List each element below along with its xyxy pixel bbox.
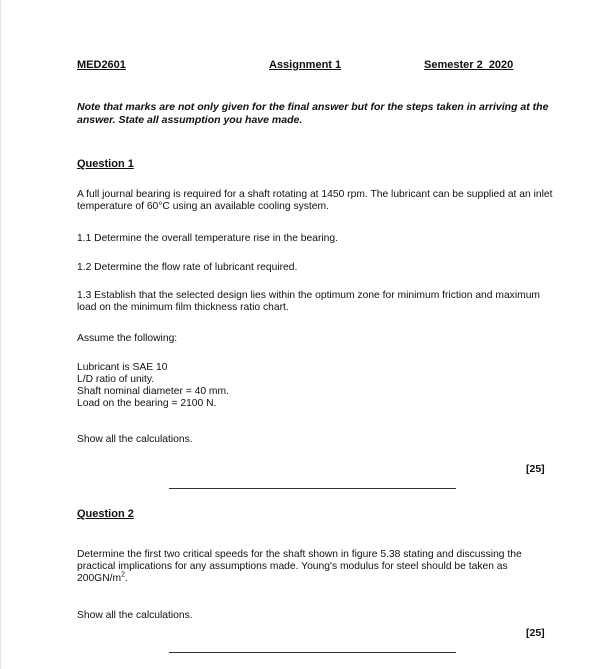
divider-line-bottom (169, 652, 456, 653)
question-1-title: Question 1 (77, 158, 134, 170)
question-1-2: 1.2 Determine the flow rate of lubricant required. (77, 262, 298, 273)
list-item: Load on the bearing = 2100 N. (77, 398, 217, 409)
assumptions-list (77, 362, 557, 410)
list-item: L/D ratio of unity. (77, 374, 155, 385)
question-2-text-end: . (124, 573, 128, 584)
question-2-text-main: Determine the first two critical speeds for the shaft shown in figure 5.38 stating and discussing the practical implications for any assumptions made. Young's modulus for steel should be taken as 200GN/m (77, 549, 522, 584)
question-1-intro: A full journal bearing is required for a shaft rotating at 1450 rpm. The lubricant can be supplied at an inlet temperature of 60°C using an available cooling system. (77, 189, 553, 212)
question-2-show-calculations: Show all the calculations. (77, 610, 193, 621)
list-item: Shaft nominal diameter = 40 mm. (77, 386, 229, 397)
question-1-3: 1.3 Establish that the selected design lies within the optimum zone for minimum friction and maximum load on the minimum film thickness ratio chart. (77, 290, 540, 313)
divider-line (169, 488, 456, 489)
course-code: MED2601 (77, 59, 126, 71)
question-1-show-calculations: Show all the calculations. (77, 434, 193, 445)
assignment-title: Assignment 1 (269, 59, 342, 71)
semester-label: Semester 2 2020 (424, 59, 514, 71)
list-item: Lubricant is SAE 10 (77, 362, 168, 373)
question-1-1: 1.1 Determine the overall temperature rise in the bearing. (77, 233, 338, 244)
question-2-text-superscript: 2 (121, 571, 125, 579)
question-1-marks: [25] (526, 463, 545, 475)
question-2-text (77, 549, 557, 585)
assume-label: Assume the following: (77, 333, 178, 344)
question-2-title: Question 2 (77, 508, 134, 520)
marks-note: Note that marks are not only given for the final answer but for the steps taken in arriving at the answer. State all assumption you have made. (77, 101, 549, 126)
question-2-marks: [25] (526, 627, 545, 639)
